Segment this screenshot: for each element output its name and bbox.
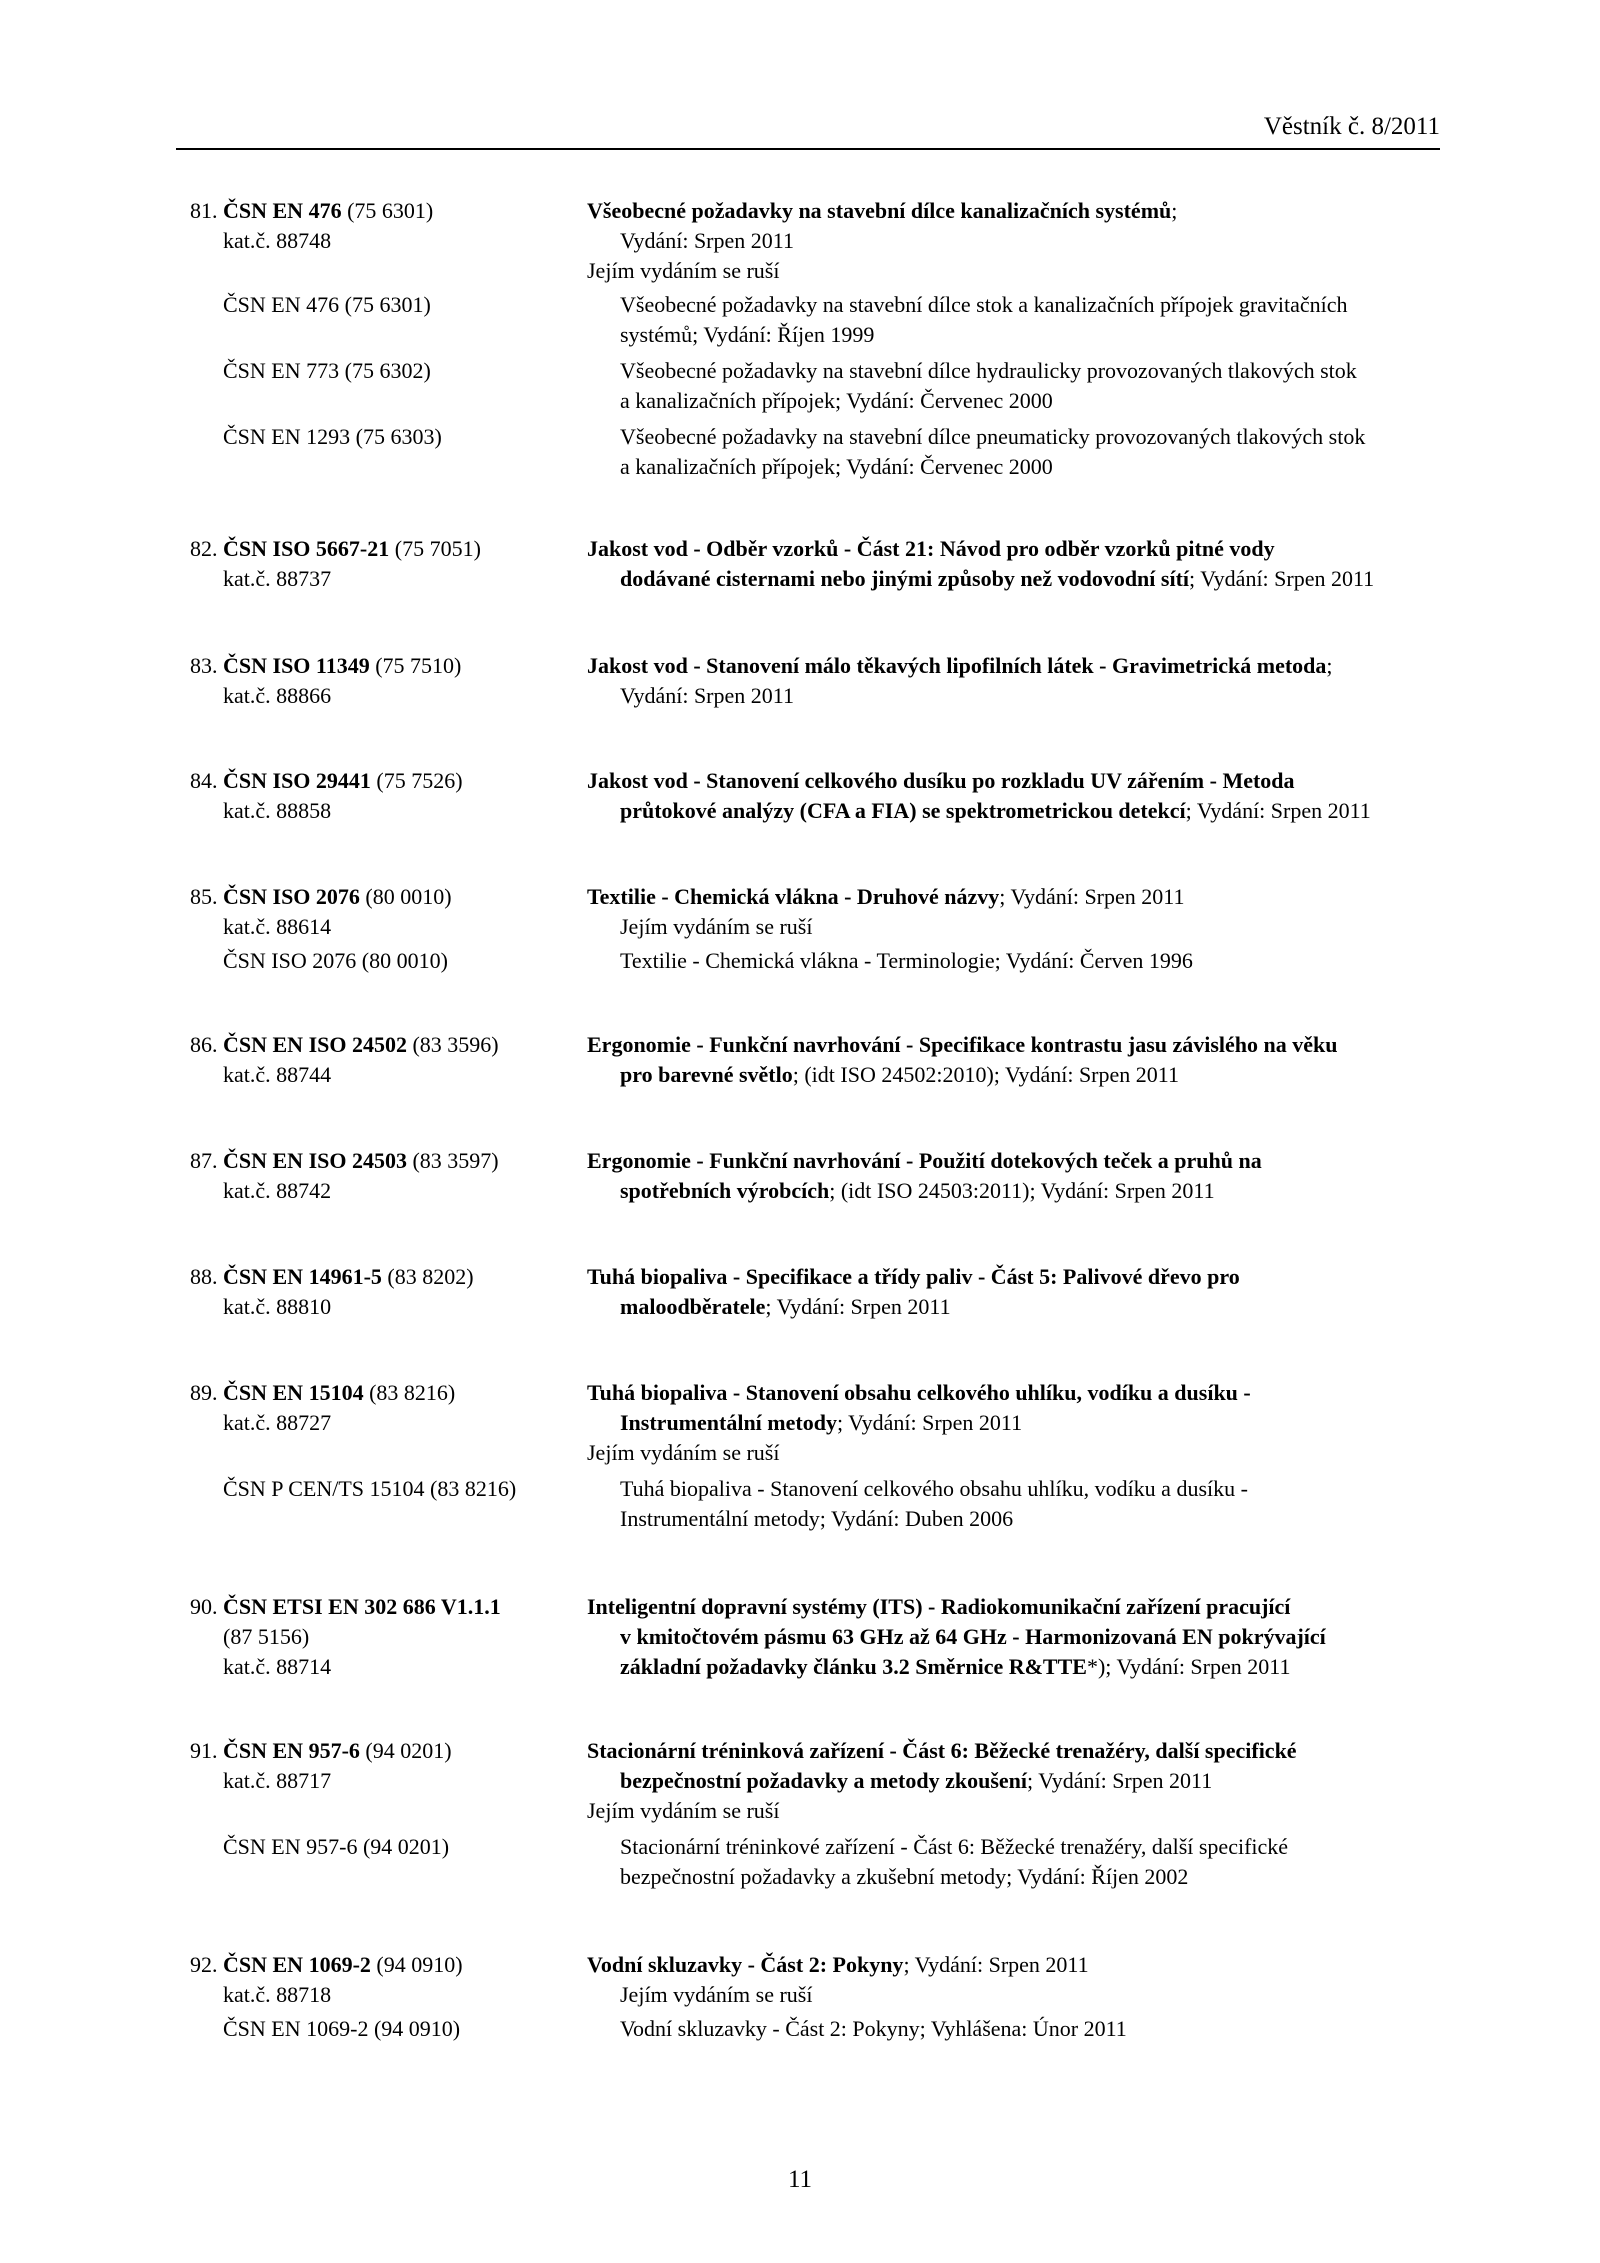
catalog-number: kat.č. 88737 bbox=[223, 566, 332, 591]
standard-code: ČSN EN ISO 24503 bbox=[223, 1148, 407, 1173]
standard-code: ČSN ETSI EN 302 686 V1.1.1 bbox=[223, 1594, 501, 1619]
standard-title: Jakost vod - Stanovení celkového dusíku po rozkladu UV zářením - Metoda bbox=[587, 768, 1295, 793]
standard-title: Ergonomie - Funkční navrhování - Specifikace kontrastu jasu závislého na věku bbox=[587, 1032, 1338, 1057]
replaced-title: Všeobecné požadavky na stavební dílce stok a kanalizačních přípojek gravitačních systémů; Vydání: Říjen 1999 bbox=[620, 292, 1348, 347]
entry-92: 92. ČSN EN 1069-2 (94 0910) Vodní skluzavky - Část 2: Pokyny; Vydání: Srpen 2011 kat.č. 88718 Jejím vydáním se ruší ČSN EN 1069-2 (94 0910) Vodní skluzavky - Část 2: Pokyny; Vyhlášena: Únor 2011 bbox=[190, 1950, 1440, 2044]
entry-87: 87. ČSN EN ISO 24503 (83 3597) Ergonomie - Funkční navrhování - Použití dotekových teček a pruhů na kat.č. 88742 spotřebních výrobcích; (idt ISO 24503:2011); Vydání: Srpen 2011 bbox=[190, 1146, 1440, 1206]
replaced-title: Textilie - Chemická vlákna - Terminologie; Vydání: Červen 1996 bbox=[620, 948, 1193, 973]
issue-date: Vydání: Srpen 2011 bbox=[620, 683, 794, 708]
catalog-number: kat.č. 88717 bbox=[223, 1768, 332, 1793]
standard-code: ČSN ISO 2076 bbox=[223, 884, 360, 909]
standard-title: Jakost vod - Stanovení málo těkavých lipofilních látek - Gravimetrická metoda; bbox=[587, 653, 1333, 678]
standard-code: ČSN ISO 29441 bbox=[223, 768, 371, 793]
standard-code: ČSN ISO 5667-21 bbox=[223, 536, 390, 561]
entry-84: 84. ČSN ISO 29441 (75 7526) Jakost vod - Stanovení celkového dusíku po rozkladu UV zářením - Metoda kat.č. 88858 průtokové analýzy (CFA a FIA) se spektrometrickou detekcí; Vydání: Srpen 2011 bbox=[190, 766, 1440, 826]
entry-89: 89. ČSN EN 15104 (83 8216) Tuhá biopaliva - Stanovení obsahu celkového uhlíku, vodíku a dusíku - kat.č. 88727 Instrumentální metody; Vydání: Srpen 2011 Jejím vydáním se ruší ČSN P CEN/TS 15104 (83 8216) Tuhá biopaliva - Stanovení celkového obsahu uhlíku, vodíku a dusíku - Instrumentální metody; Vydání: Duben 2006 bbox=[190, 1378, 1440, 1534]
standard-title: Tuhá biopaliva - Specifikace a třídy paliv - Část 5: Palivové dřevo pro bbox=[587, 1264, 1240, 1289]
supersedes-note: Jejím vydáním se ruší bbox=[620, 1982, 813, 2007]
standard-title: Stacionární tréninková zařízení - Část 6: Běžecké trenažéry, další specifické bbox=[587, 1738, 1297, 1763]
standard-code: ČSN EN ISO 24502 bbox=[223, 1032, 407, 1057]
supersedes-note: Jejím vydáním se ruší bbox=[587, 1440, 780, 1465]
standard-title: Ergonomie - Funkční navrhování - Použití dotekových teček a pruhů na bbox=[587, 1148, 1262, 1173]
standard-code: ČSN EN 476 bbox=[223, 198, 342, 223]
replaced-code: ČSN EN 1069-2 (94 0910) bbox=[223, 2016, 461, 2041]
entry-82: 82. ČSN ISO 5667-21 (75 7051) Jakost vod - Odběr vzorků - Část 21: Návod pro odběr vzorků pitné vody kat.č. 88737 dodávané cisternami nebo jinými způsoby než vodovodní sítí; Vydání: Srpen 2011 bbox=[190, 534, 1440, 594]
entry-88: 88. ČSN EN 14961-5 (83 8202) Tuhá biopaliva - Specifikace a třídy paliv - Část 5: Palivové dřevo pro kat.č. 88810 maloodběratele; Vydání: Srpen 2011 bbox=[190, 1262, 1440, 1322]
standard-title: Textilie - Chemická vlákna - Druhové názvy; Vydání: Srpen 2011 bbox=[587, 884, 1185, 909]
catalog-number: kat.č. 88748 bbox=[223, 228, 332, 253]
standard-code: ČSN ISO 11349 bbox=[223, 653, 370, 678]
supersedes-note: Jejím vydáním se ruší bbox=[620, 914, 813, 939]
entry-86: 86. ČSN EN ISO 24502 (83 3596) Ergonomie - Funkční navrhování - Specifikace kontrastu jasu závislého na věku kat.č. 88744 pro barevné světlo; (idt ISO 24502:2010); Vydání: Srpen 2011 bbox=[190, 1030, 1440, 1090]
replaced-code: ČSN EN 957-6 (94 0201) bbox=[223, 1834, 450, 1859]
standard-code: ČSN EN 14961-5 bbox=[223, 1264, 382, 1289]
catalog-number: kat.č. 88858 bbox=[223, 798, 332, 823]
catalog-number: kat.č. 88714 bbox=[223, 1654, 332, 1679]
catalog-number: kat.č. 88866 bbox=[223, 683, 332, 708]
catalog-number: kat.č. 88727 bbox=[223, 1410, 332, 1435]
replaced-title: Všeobecné požadavky na stavební dílce hydraulicky provozovaných tlakových stok a kanalizačních přípojek; Vydání: Červenec 2000 bbox=[620, 358, 1357, 413]
entry-91: 91. ČSN EN 957-6 (94 0201) Stacionární tréninková zařízení - Část 6: Běžecké trenažéry, další specifické kat.č. 88717 bezpečnostní požadavky a metody zkoušení; Vydání: Srpen 2011 Jejím vydáním se ruší ČSN EN 957-6 (94 0201) Stacionární tréninkové zařízení - Část 6: Běžecké trenažéry, další specifické bezpečnostní požadavky a zkušební metody; Vydání: Říjen 2002 bbox=[190, 1736, 1440, 1892]
replaced-code: ČSN EN 1293 (75 6303) bbox=[223, 424, 442, 449]
standard-code: ČSN EN 15104 bbox=[223, 1380, 364, 1405]
replaced-title: Stacionární tréninkové zařízení - Část 6: Běžecké trenažéry, další specifické bezpečnostní požadavky a zkušební metody; Vydání: Říjen 2002 bbox=[620, 1834, 1289, 1889]
catalog-number: kat.č. 88614 bbox=[223, 914, 332, 939]
entry-83: 83. ČSN ISO 11349 (75 7510) Jakost vod - Stanovení málo těkavých lipofilních látek - Gravimetrická metoda; kat.č. 88866 Vydání: Srpen 2011 bbox=[190, 651, 1440, 711]
standard-title: Inteligentní dopravní systémy (ITS) - Radiokomunikační zařízení pracující bbox=[587, 1594, 1291, 1619]
standard-code: ČSN EN 1069-2 bbox=[223, 1952, 371, 1977]
replaced-title: Vodní skluzavky - Část 2: Pokyny; Vyhlášena: Únor 2011 bbox=[620, 2016, 1127, 2041]
page-number: 11 bbox=[787, 2166, 813, 2193]
issue-date: Vydání: Srpen 2011 bbox=[620, 228, 794, 253]
replaced-title: Všeobecné požadavky na stavební dílce pneumaticky provozovaných tlakových stok a kanalizačních přípojek; Vydání: Červenec 2000 bbox=[620, 424, 1366, 479]
replaced-code: ČSN ISO 2076 (80 0010) bbox=[223, 948, 448, 973]
standard-title: Všeobecné požadavky na stavební dílce kanalizačních systémů; bbox=[587, 198, 1178, 223]
journal-title: Věstník č. 8/2011 bbox=[1263, 113, 1440, 140]
supersedes-note: Jejím vydáním se ruší bbox=[587, 258, 780, 283]
catalog-number: kat.č. 88810 bbox=[223, 1294, 332, 1319]
replaced-code: ČSN EN 773 (75 6302) bbox=[223, 358, 431, 383]
standard-title: Tuhá biopaliva - Stanovení obsahu celkového uhlíku, vodíku a dusíku - bbox=[587, 1380, 1251, 1405]
replaced-code: ČSN EN 476 (75 6301) bbox=[223, 292, 431, 317]
page-header bbox=[176, 108, 1440, 150]
replaced-code: ČSN P CEN/TS 15104 (83 8216) bbox=[223, 1476, 517, 1501]
catalog-number: kat.č. 88718 bbox=[223, 1982, 332, 2007]
supersedes-note: Jejím vydáním se ruší bbox=[587, 1798, 780, 1823]
catalog-number: kat.č. 88742 bbox=[223, 1178, 332, 1203]
standard-title: Vodní skluzavky - Část 2: Pokyny; Vydání: Srpen 2011 bbox=[587, 1952, 1089, 1977]
standard-title: Jakost vod - Odběr vzorků - Část 21: Návod pro odběr vzorků pitné vody bbox=[587, 536, 1275, 561]
replaced-title: Tuhá biopaliva - Stanovení celkového obsahu uhlíku, vodíku a dusíku - Instrumentální metody; Vydání: Duben 2006 bbox=[620, 1476, 1248, 1531]
entry-81: 81. ČSN EN 476 (75 6301) Všeobecné požadavky na stavební dílce kanalizačních systémů; kat.č. 88748 Vydání: Srpen 2011 Jejím vydáním se ruší ČSN EN 476 (75 6301) Všeobecné požadavky na stavební dílce stok a kanalizačních přípojek gravitačních systémů; Vydání: Říjen 1999 ČSN EN 773 (75 6302) Všeobecné požadavky na stavební dílce hydraulicky provozovaných tlakových stok a kanalizačních přípojek; Vydání: Červenec 2000 ČSN EN 1293 (75 6303) Všeobecné požadavky na stavební dílce pneumaticky provozovaných tlakových stok a kanalizačních přípojek; Vydání: Červenec 2000 bbox=[190, 196, 1365, 482]
catalog-number: kat.č. 88744 bbox=[223, 1062, 332, 1087]
entry-90: 90. ČSN ETSI EN 302 686 V1.1.1 Inteligentní dopravní systémy (ITS) - Radiokomunikační zařízení pracující (87 5156) v kmitočtovém pásmu 63 GHz až 64 GHz - Harmonizovaná EN pokrývající kat.č. 88714 základní požadavky článku 3.2 Směrnice R&TTE*); Vydání: Srpen 2011 bbox=[190, 1592, 1440, 1682]
standard-code: ČSN EN 957-6 bbox=[223, 1738, 360, 1763]
entry-85: 85. ČSN ISO 2076 (80 0010) Textilie - Chemická vlákna - Druhové názvy; Vydání: Srpen 2011 kat.č. 88614 Jejím vydáním se ruší ČSN ISO 2076 (80 0010) Textilie - Chemická vlákna - Terminologie; Vydání: Červen 1996 bbox=[190, 882, 1440, 976]
